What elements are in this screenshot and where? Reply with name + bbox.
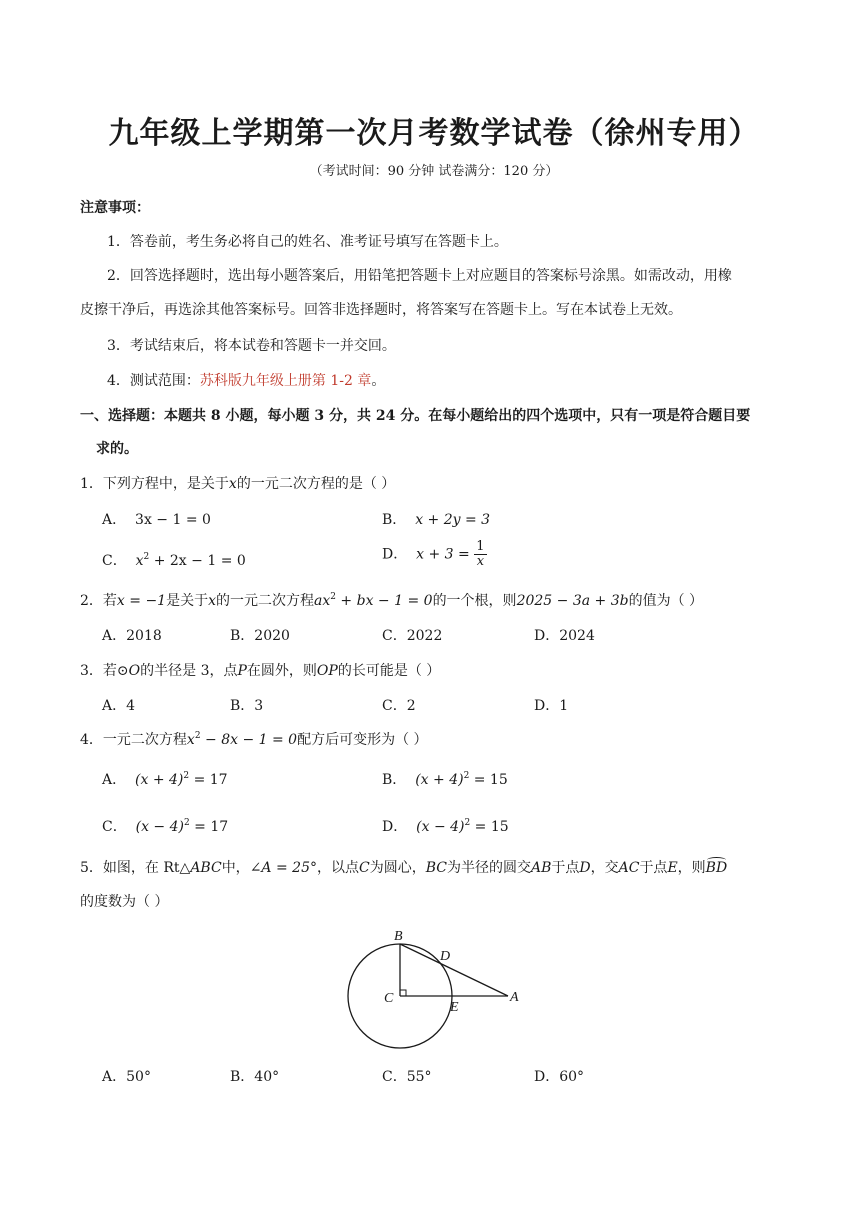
q1-option-d [382,540,487,569]
option-text: x + 2y = 3 [415,512,491,528]
label-c: C [384,991,394,1006]
option-text: = 15 [470,819,509,835]
option-text: 2018 [126,628,162,644]
math: ∠A = 25° [249,860,317,876]
option-text: 60° [559,1069,585,1085]
math: x = −1 [116,593,167,609]
math: BC [425,860,447,876]
math: AB [530,860,552,876]
question-1-stem [80,473,395,493]
option-letter: C． [102,553,127,569]
option-text: 2022 [406,628,443,644]
option-text: (x − 4) [416,819,465,835]
q3-option-b [230,695,263,715]
notice-item-4-suffix: 。 [371,373,386,389]
label-e: E [450,1000,459,1015]
question-3-stem [80,660,440,680]
question-5-stem-line-2: 的度数为（ ） [80,894,169,910]
stem-text: 的一元二次方程 [216,593,314,609]
exponent: 2 [330,592,336,602]
option-text: 2020 [254,628,290,644]
question-2-stem [80,590,703,610]
q1-option-b [382,509,490,529]
stem-text: 中， [221,860,250,876]
math: x [186,732,195,748]
math: D [579,860,591,876]
stem-text: 的一个根，则 [432,593,517,609]
question-number: 4． [80,732,103,748]
q4-option-b [382,769,508,789]
stem-text: 为半径的圆交 [446,860,531,876]
stem-text: 的半径是 3，点 [140,663,238,679]
exponent: 2 [183,818,190,828]
notice-item-3: 3．考试结束后，将本试卷和答题卡一并交回。 [107,338,396,354]
notice-item-2-line-2: 皮擦干净后，再选涂其他答案标号。回答非选择题时，将答案写在答题卡上。写在本试卷上无效。 [80,302,682,318]
stem-text: ，则 [677,860,706,876]
question-number: 1． [80,476,103,492]
stem-text: 一元二次方程 [102,732,187,748]
notice-heading: 注意事项： [80,200,150,216]
option-letter: A． [102,512,127,528]
segment-ab [400,944,508,996]
label-a: A [510,990,519,1005]
q3-option-a [102,695,135,715]
option-text: 2024 [559,628,595,644]
option-text: = 17 [189,772,228,788]
option-text: 1 [559,698,569,714]
option-letter: B． [382,772,407,788]
option-letter: D． [534,1069,560,1085]
math: P [237,663,247,679]
stem-text: 的值为（ ） [628,593,704,609]
test-scope: 苏科版九年级上册第 1-2 章 [199,373,372,389]
math: 2025 − 3a + 3b [516,593,629,609]
q2-option-b [230,625,290,645]
option-text: = 17 [189,819,229,835]
exponent: 2 [463,771,470,781]
fraction [474,540,486,569]
q5-option-d [534,1066,584,1086]
exponent: 2 [464,818,471,828]
question-number: 5． [80,860,103,876]
math: OP [316,663,338,679]
option-letter: A． [102,772,127,788]
section-heading-line-1: 一、选择题：本题共 8 小题，每小题 3 分，共 24 分。在每小题给出的四个选项中，只有一项是符合题目要 [80,408,751,424]
label-b: B [394,929,403,944]
right-angle-mark [400,990,406,996]
option-letter: D． [382,546,408,563]
option-letter: C． [382,1069,407,1085]
option-letter: D． [534,698,560,714]
math: O [128,663,141,679]
stem-text: 若⊙ [102,663,129,679]
stem-text: 配方后可变形为（ ） [297,732,428,748]
stem-text: 若 [102,593,117,609]
question-5-stem-line-1 [80,857,727,877]
q1-option-c [102,550,246,570]
option-text: x [135,553,144,569]
option-letter: C． [382,698,407,714]
stem-text: 于点 [551,860,580,876]
fraction-denominator: x [476,554,485,569]
option-text: 3 [254,698,264,714]
stem-text: ，以点 [316,860,359,876]
q2-option-c [382,625,442,645]
math: C [358,860,370,876]
q3-option-c [382,695,416,715]
q5-option-c [382,1066,432,1086]
option-text: 4 [126,698,136,714]
option-text: 40° [254,1069,280,1085]
page-title: 九年级上学期第一次月考数学试卷（徐州专用） [108,116,760,151]
option-letter: B． [230,698,255,714]
stem-text: ，交 [590,860,619,876]
option-letter: B． [382,512,407,528]
label-d: D [440,949,451,964]
math: + bx − 1 = 0 [335,593,433,609]
math: ax [314,593,331,609]
fraction-numerator: 1 [476,539,485,554]
q2-option-a [102,625,162,645]
math: x [208,593,216,609]
option-letter: B． [230,1069,255,1085]
stem-text: 在圆外，则 [246,663,317,679]
option-letter: D． [382,819,408,835]
stem-text: 为圆心， [369,860,426,876]
option-text: 3x − 1 = 0 [135,512,211,528]
exponent: 2 [143,552,150,562]
notice-item-4-prefix: 4．测试范围： [107,373,200,389]
geometry-figure [340,925,530,1050]
q2-option-d [534,625,595,645]
question-number: 3． [80,663,103,679]
option-text: (x − 4) [135,819,184,835]
stem-text: 于点 [639,860,668,876]
option-letter: A． [102,1069,127,1085]
exponent: 2 [194,731,201,741]
notice-item-1: 1．答卷前，考生务必将自己的姓名、准考证号填写在答题卡上。 [107,234,508,250]
option-letter: C． [102,819,127,835]
stem-text: 的一元二次方程的是（ ） [236,476,396,492]
option-letter: A． [102,628,127,644]
q4-option-d [382,816,509,836]
question-number: 2． [80,593,103,609]
q5-option-a [102,1066,151,1086]
q4-option-c [102,816,228,836]
section-heading-line-2: 求的。 [96,441,138,457]
notice-item-4 [107,370,385,390]
math: ABC [190,860,222,876]
option-letter: C． [382,628,407,644]
stem-text: 的长可能是（ ） [337,663,441,679]
option-text: (x + 4) [415,772,464,788]
exponent: 2 [183,771,190,781]
option-letter: D． [534,628,560,644]
option-text: 50° [126,1069,151,1085]
q3-option-d [534,695,568,715]
math: E [667,860,678,876]
math-var: x [228,476,237,492]
math: − 8x − 1 = 0 [200,732,298,748]
notice-item-2-line-1: 2．回答选择题时，选出每小题答案后，用铅笔把答题卡上对应题目的答案标号涂黑。如需改动，用橡 [107,268,732,284]
q5-option-b [230,1066,279,1086]
stem-text: 如图，在 Rt△ [102,860,191,876]
stem-text: 是关于 [166,593,209,609]
option-text: x + 3 = [416,546,475,563]
arc-notation: BD [705,860,728,876]
q4-option-a [102,769,228,789]
option-text: (x + 4) [135,772,184,788]
math: AC [618,860,640,876]
option-letter: B． [230,628,255,644]
question-4-stem [80,729,428,749]
exam-info: （考试时间：90 分钟 试卷满分：120 分） [309,164,559,179]
option-letter: A． [102,698,127,714]
option-text: = 15 [469,772,508,788]
stem-text: 下列方程中，是关于 [102,476,229,492]
option-text: 2 [406,698,416,714]
option-text: + 2x − 1 = 0 [149,553,246,569]
option-text: 55° [406,1069,432,1085]
q1-option-a [102,509,211,529]
